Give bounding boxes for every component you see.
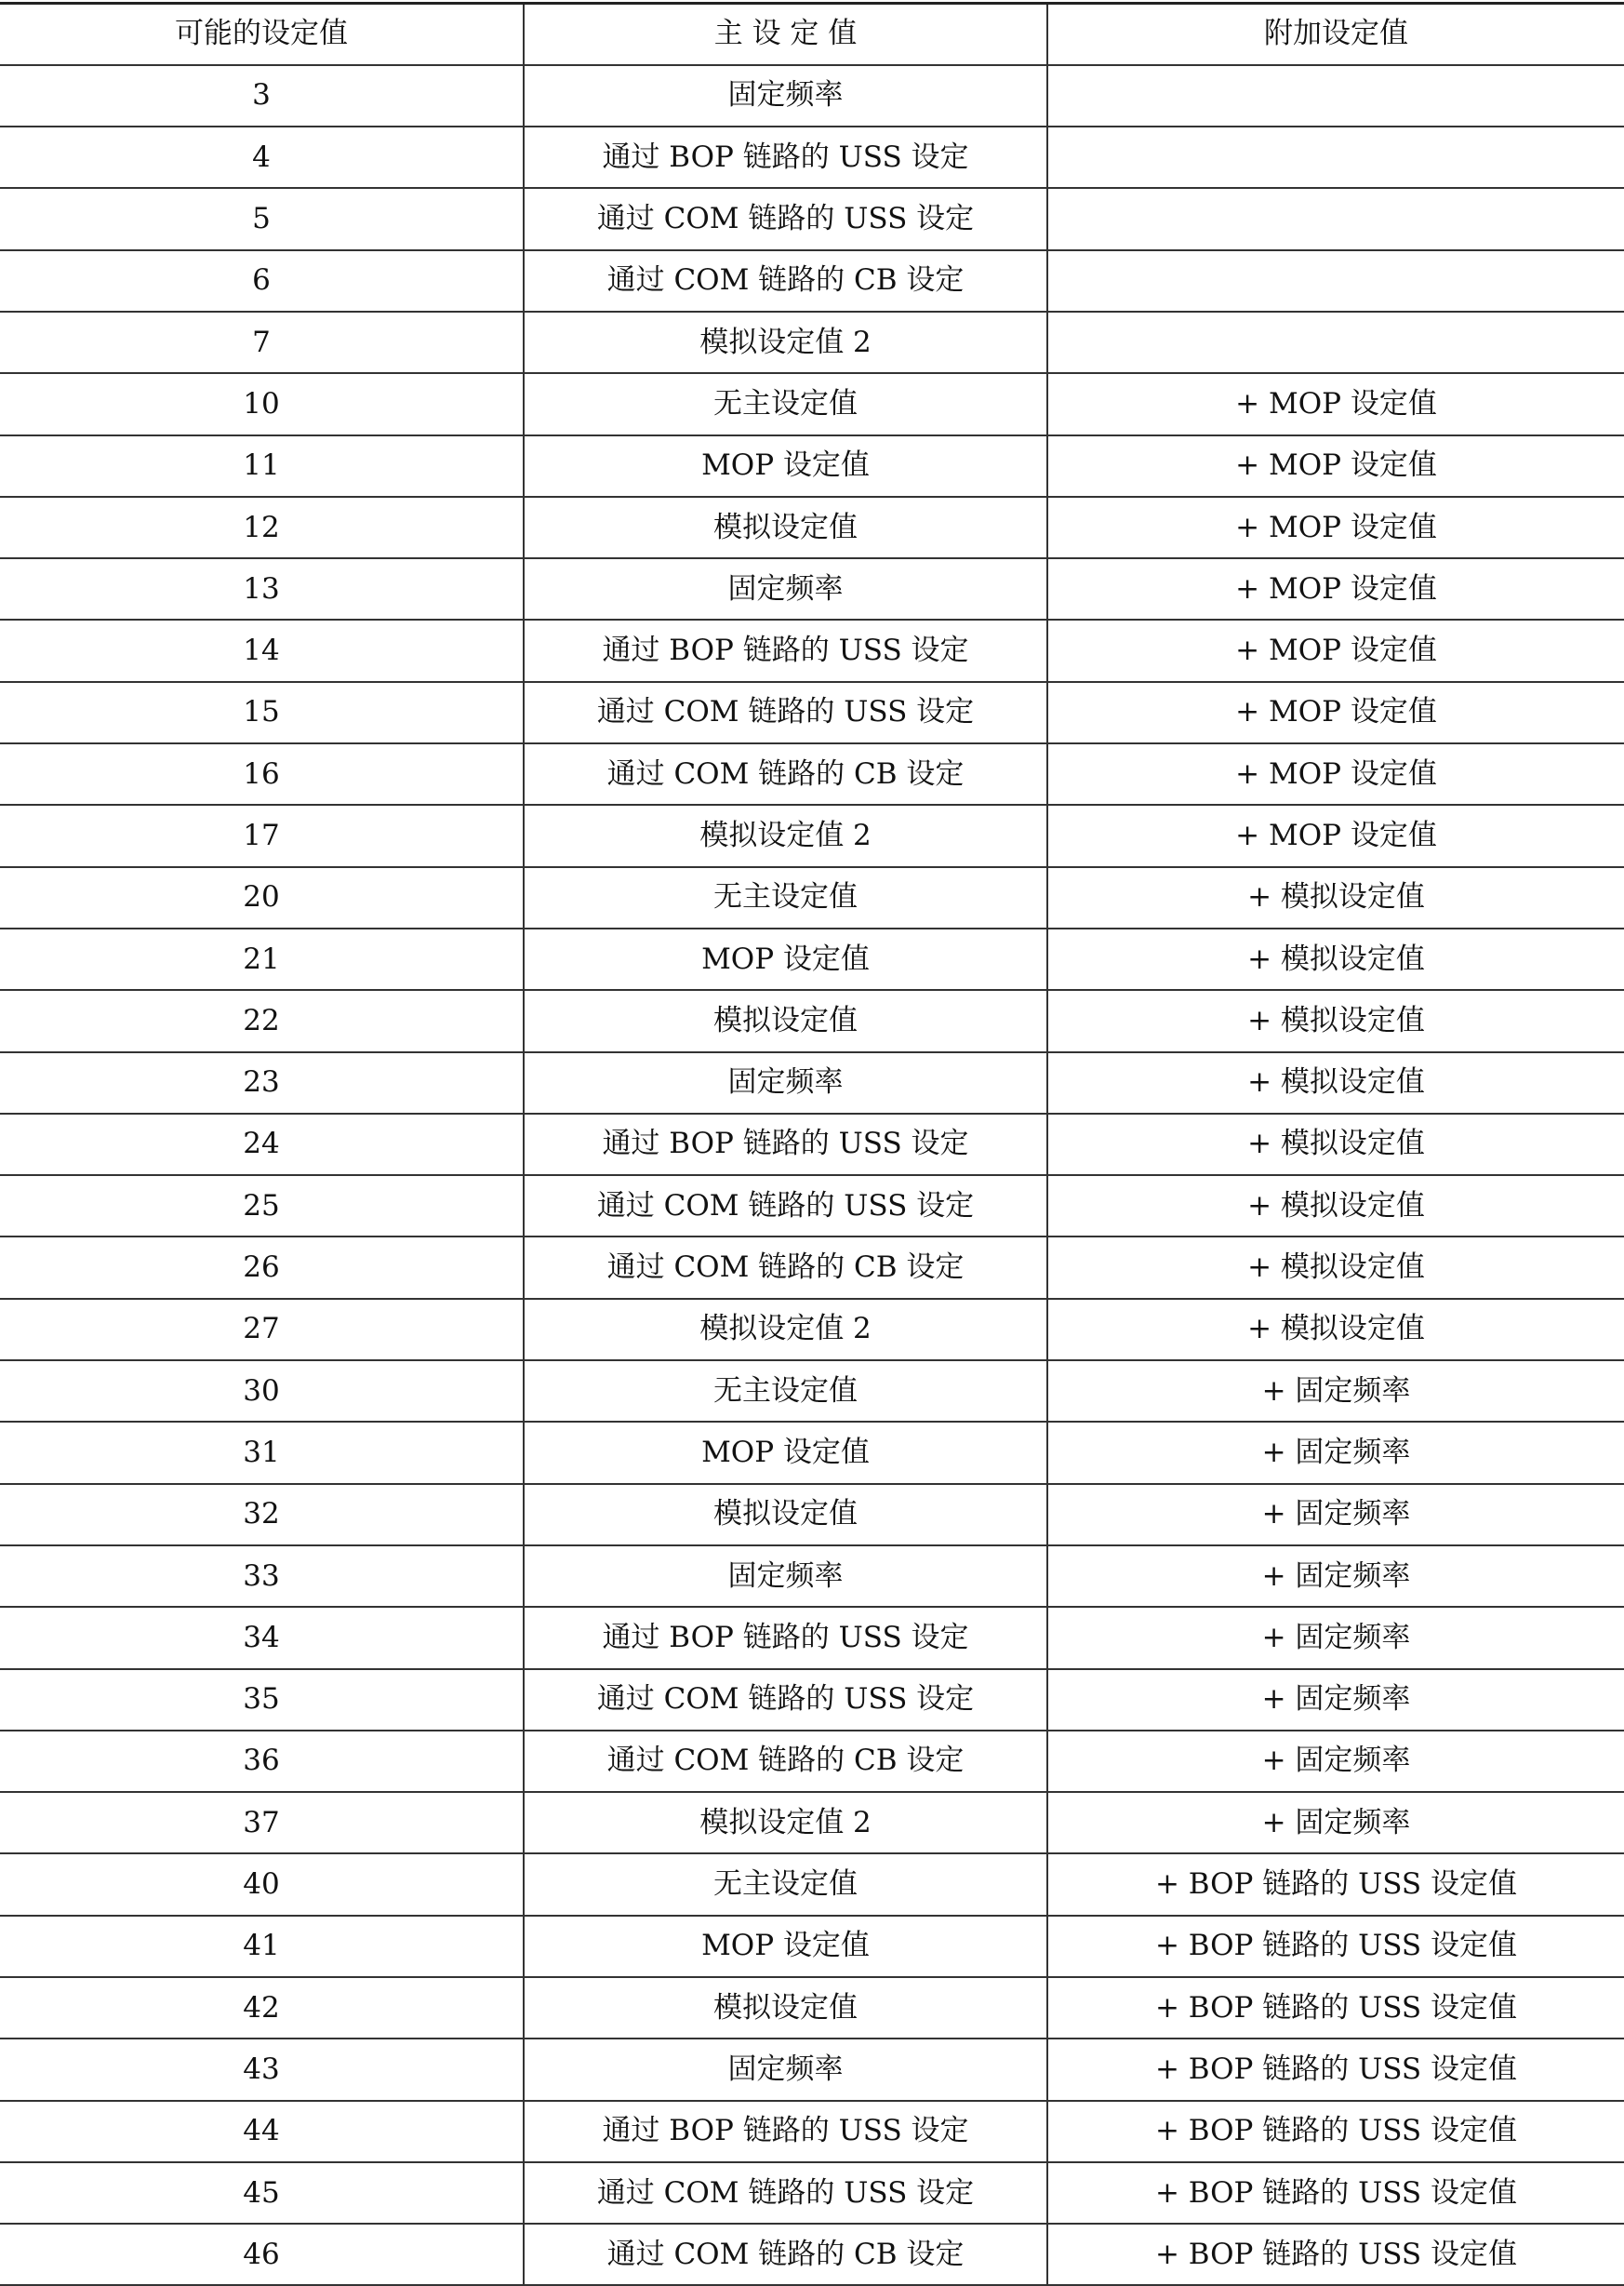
table-row [0, 497, 1624, 558]
table-row [0, 1484, 1624, 1545]
cell-main-setpoint: 模拟设定值 [524, 1977, 1047, 2039]
cell-additional-setpoint: + MOP 设定值 [1047, 435, 1624, 497]
cell-additional-setpoint: + BOP 链路的 USS 设定值 [1047, 2224, 1624, 2285]
cell-additional-setpoint: + 固定频率 [1047, 1484, 1624, 1545]
cell-main-setpoint: 模拟设定值 [524, 990, 1047, 1051]
cell-additional-setpoint: + 固定频率 [1047, 1422, 1624, 1483]
cell-additional-setpoint: + 固定频率 [1047, 1792, 1624, 1853]
cell-possible-setpoint: 32 [0, 1484, 524, 1545]
cell-main-setpoint: 通过 COM 链路的 USS 设定 [524, 682, 1047, 743]
cell-additional-setpoint [1047, 127, 1624, 188]
cell-main-setpoint: 无主设定值 [524, 1360, 1047, 1422]
cell-possible-setpoint: 5 [0, 188, 524, 249]
cell-main-setpoint: 通过 COM 链路的 USS 设定 [524, 1669, 1047, 1731]
cell-main-setpoint: 无主设定值 [524, 1853, 1047, 1915]
table-row [0, 2162, 1624, 2224]
cell-additional-setpoint: + 模拟设定值 [1047, 1114, 1624, 1175]
cell-main-setpoint: MOP 设定值 [524, 435, 1047, 497]
cell-possible-setpoint: 15 [0, 682, 524, 743]
table-row [0, 2101, 1624, 2162]
cell-additional-setpoint: + 固定频率 [1047, 1669, 1624, 1731]
cell-possible-setpoint: 46 [0, 2224, 524, 2285]
cell-additional-setpoint: + 固定频率 [1047, 1607, 1624, 1668]
cell-possible-setpoint: 26 [0, 1237, 524, 1298]
table-row [0, 805, 1624, 866]
cell-possible-setpoint: 24 [0, 1114, 524, 1175]
cell-possible-setpoint: 21 [0, 929, 524, 990]
cell-main-setpoint: 通过 BOP 链路的 USS 设定 [524, 127, 1047, 188]
cell-additional-setpoint: + MOP 设定值 [1047, 682, 1624, 743]
table-row [0, 1052, 1624, 1114]
cell-main-setpoint: 通过 COM 链路的 CB 设定 [524, 2224, 1047, 2285]
table-row [0, 867, 1624, 929]
cell-possible-setpoint: 36 [0, 1731, 524, 1792]
cell-possible-setpoint: 11 [0, 435, 524, 497]
cell-possible-setpoint: 13 [0, 558, 524, 620]
cell-possible-setpoint: 43 [0, 2039, 524, 2100]
table-row [0, 1669, 1624, 1731]
cell-main-setpoint: 无主设定值 [524, 867, 1047, 929]
table-row [0, 2039, 1624, 2100]
cell-possible-setpoint: 34 [0, 1607, 524, 1668]
cell-main-setpoint: 通过 BOP 链路的 USS 设定 [524, 1607, 1047, 1668]
cell-main-setpoint: 模拟设定值 2 [524, 1792, 1047, 1853]
cell-possible-setpoint: 45 [0, 2162, 524, 2224]
cell-main-setpoint: 无主设定值 [524, 373, 1047, 434]
cell-main-setpoint: MOP 设定值 [524, 1422, 1047, 1483]
cell-main-setpoint: 固定频率 [524, 65, 1047, 127]
table-row [0, 743, 1624, 805]
cell-additional-setpoint: + MOP 设定值 [1047, 373, 1624, 434]
setpoint-table [0, 2, 1624, 2286]
cell-possible-setpoint: 7 [0, 312, 524, 373]
table-row [0, 990, 1624, 1051]
table-row [0, 1916, 1624, 1977]
cell-main-setpoint: 固定频率 [524, 2039, 1047, 2100]
cell-additional-setpoint: + MOP 设定值 [1047, 805, 1624, 866]
cell-possible-setpoint: 4 [0, 127, 524, 188]
table-row [0, 1853, 1624, 1915]
table-row [0, 1237, 1624, 1298]
cell-possible-setpoint: 41 [0, 1916, 524, 1977]
cell-additional-setpoint: + BOP 链路的 USS 设定值 [1047, 1977, 1624, 2039]
cell-additional-setpoint: + 固定频率 [1047, 1360, 1624, 1422]
header-additional-setpoint: 附加设定值 [1047, 4, 1624, 65]
cell-possible-setpoint: 30 [0, 1360, 524, 1422]
cell-main-setpoint: MOP 设定值 [524, 929, 1047, 990]
cell-additional-setpoint: + BOP 链路的 USS 设定值 [1047, 2101, 1624, 2162]
cell-possible-setpoint: 40 [0, 1853, 524, 1915]
cell-main-setpoint: 固定频率 [524, 1052, 1047, 1114]
cell-additional-setpoint: + 模拟设定值 [1047, 867, 1624, 929]
table-row [0, 435, 1624, 497]
table-body [0, 65, 1624, 2286]
cell-additional-setpoint [1047, 250, 1624, 312]
cell-main-setpoint: 通过 BOP 链路的 USS 设定 [524, 2101, 1047, 2162]
cell-possible-setpoint: 37 [0, 1792, 524, 1853]
cell-possible-setpoint: 42 [0, 1977, 524, 2039]
cell-additional-setpoint [1047, 312, 1624, 373]
cell-additional-setpoint: + MOP 设定值 [1047, 497, 1624, 558]
cell-additional-setpoint: + 模拟设定值 [1047, 1175, 1624, 1237]
header-possible-setpoint: 可能的设定值 [0, 4, 524, 65]
table-row [0, 1114, 1624, 1175]
cell-main-setpoint: 模拟设定值 [524, 1484, 1047, 1545]
cell-main-setpoint: 通过 COM 链路的 CB 设定 [524, 743, 1047, 805]
cell-additional-setpoint: + 模拟设定值 [1047, 990, 1624, 1051]
cell-additional-setpoint: + BOP 链路的 USS 设定值 [1047, 1853, 1624, 1915]
cell-main-setpoint: 通过 COM 链路的 CB 设定 [524, 250, 1047, 312]
cell-main-setpoint: 通过 COM 链路的 USS 设定 [524, 1175, 1047, 1237]
table-row [0, 1175, 1624, 1237]
cell-possible-setpoint: 44 [0, 2101, 524, 2162]
cell-possible-setpoint: 14 [0, 620, 524, 681]
cell-additional-setpoint: + 固定频率 [1047, 1731, 1624, 1792]
table-row [0, 1731, 1624, 1792]
table-row [0, 682, 1624, 743]
cell-main-setpoint: 通过 COM 链路的 USS 设定 [524, 188, 1047, 249]
cell-possible-setpoint: 17 [0, 805, 524, 866]
cell-additional-setpoint: + 模拟设定值 [1047, 1052, 1624, 1114]
cell-additional-setpoint: + MOP 设定值 [1047, 558, 1624, 620]
table-row [0, 127, 1624, 188]
table-row [0, 1977, 1624, 2039]
cell-possible-setpoint: 10 [0, 373, 524, 434]
table-row [0, 65, 1624, 127]
cell-possible-setpoint: 22 [0, 990, 524, 1051]
cell-additional-setpoint: + BOP 链路的 USS 设定值 [1047, 2162, 1624, 2224]
cell-possible-setpoint: 6 [0, 250, 524, 312]
table-row [0, 1299, 1624, 1360]
cell-main-setpoint: 通过 COM 链路的 USS 设定 [524, 2162, 1047, 2224]
cell-possible-setpoint: 35 [0, 1669, 524, 1731]
table-row [0, 1360, 1624, 1422]
cell-main-setpoint: 通过 BOP 链路的 USS 设定 [524, 1114, 1047, 1175]
cell-additional-setpoint [1047, 188, 1624, 249]
cell-main-setpoint: 固定频率 [524, 1545, 1047, 1607]
table-row [0, 929, 1624, 990]
cell-main-setpoint: 模拟设定值 2 [524, 1299, 1047, 1360]
table-row [0, 250, 1624, 312]
table-row [0, 1792, 1624, 1853]
cell-possible-setpoint: 27 [0, 1299, 524, 1360]
cell-main-setpoint: MOP 设定值 [524, 1916, 1047, 1977]
cell-possible-setpoint: 23 [0, 1052, 524, 1114]
cell-additional-setpoint: + 模拟设定值 [1047, 1299, 1624, 1360]
cell-possible-setpoint: 16 [0, 743, 524, 805]
cell-main-setpoint: 通过 BOP 链路的 USS 设定 [524, 620, 1047, 681]
cell-main-setpoint: 模拟设定值 2 [524, 312, 1047, 373]
cell-possible-setpoint: 12 [0, 497, 524, 558]
cell-possible-setpoint: 33 [0, 1545, 524, 1607]
cell-main-setpoint: 模拟设定值 [524, 497, 1047, 558]
table-row [0, 1422, 1624, 1483]
table-row [0, 1607, 1624, 1668]
cell-possible-setpoint: 20 [0, 867, 524, 929]
cell-additional-setpoint: + BOP 链路的 USS 设定值 [1047, 1916, 1624, 1977]
table-row [0, 312, 1624, 373]
table-row [0, 558, 1624, 620]
table-row [0, 2224, 1624, 2285]
cell-possible-setpoint: 31 [0, 1422, 524, 1483]
cell-main-setpoint: 模拟设定值 2 [524, 805, 1047, 866]
table-row [0, 620, 1624, 681]
cell-possible-setpoint: 3 [0, 65, 524, 127]
cell-additional-setpoint: + 固定频率 [1047, 1545, 1624, 1607]
cell-possible-setpoint: 25 [0, 1175, 524, 1237]
cell-additional-setpoint: + 模拟设定值 [1047, 929, 1624, 990]
cell-additional-setpoint: + BOP 链路的 USS 设定值 [1047, 2039, 1624, 2100]
cell-additional-setpoint: + MOP 设定值 [1047, 743, 1624, 805]
cell-additional-setpoint: + MOP 设定值 [1047, 620, 1624, 681]
cell-main-setpoint: 通过 COM 链路的 CB 设定 [524, 1731, 1047, 1792]
table-row [0, 188, 1624, 249]
header-main-setpoint: 主 设 定 值 [524, 4, 1047, 65]
table-row [0, 1545, 1624, 1607]
table-row [0, 373, 1624, 434]
cell-additional-setpoint: + 模拟设定值 [1047, 1237, 1624, 1298]
cell-main-setpoint: 固定频率 [524, 558, 1047, 620]
cell-additional-setpoint [1047, 65, 1624, 127]
table-header-row [0, 4, 1624, 65]
setpoint-table-container [0, 2, 1624, 2283]
cell-main-setpoint: 通过 COM 链路的 CB 设定 [524, 1237, 1047, 1298]
